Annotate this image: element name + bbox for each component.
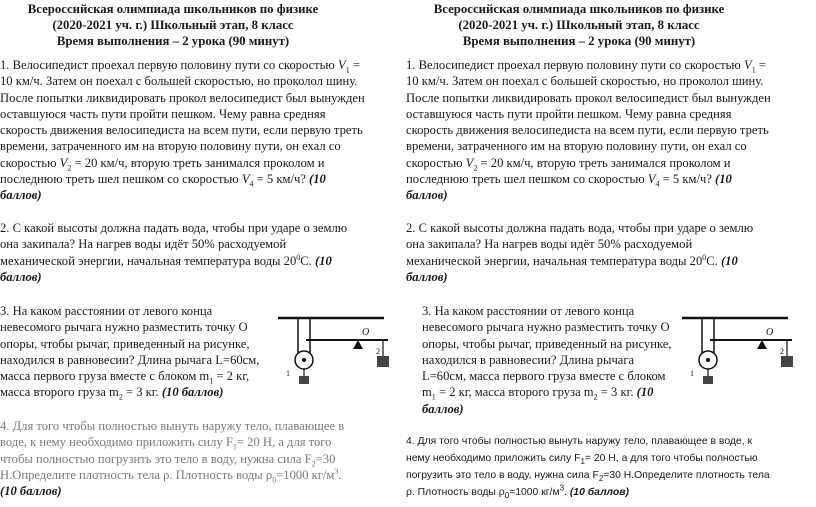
- weight-1-label: 1: [690, 369, 694, 378]
- pulley-axle: [706, 358, 710, 362]
- header-title: Всероссийская олимпиада школьников по физике: [433, 2, 725, 16]
- score-label: (10 баллов): [0, 484, 62, 499]
- score-label: (10 баллов): [0, 253, 332, 284]
- header-duration: Время выполнения – 2 урока (90 минут): [462, 34, 696, 48]
- question-4: 4. Для того чтобы полностью вынуть наружу тело, плавающее в воде, к нему необходимо приложить силу $F_1= 20$ Н, а для того чтобы полностью погрузить это тело в воду, нужна сила $F_2=30$ Н.Определите плотность тела ρ. Плотность воды $\rho_0=1000$ $кг/м^3$. (10 баллов): [0, 419, 345, 499]
- score-label: (10 баллов): [161, 385, 224, 400]
- page-header: [406, 1, 752, 49]
- weight-1: [703, 376, 713, 384]
- question-2: 2. С какой высоты должна падать вода, чтобы при ударе о землю она закипала? На нагрев воды идёт 50% расходуемой механической энергии, начальная температура воды $20^0С$. (10 баллов): [406, 221, 754, 284]
- left-column: [0, 0, 400, 507]
- header-title: Всероссийская олимпиада школьников по физике: [27, 2, 319, 16]
- weight-2-label: 2: [376, 347, 380, 356]
- score-label: (10 баллов): [406, 253, 738, 284]
- question-3: 3. На каком расстоянии от левого конца невесомого рычага нужно разместить точку О опоры, чтобы рычаг, приведенный на рисунке, находился в равновесии? Длина рычага L=60см, масса первого груза вместе с блоком $m_1 = 2$ кг, масса второго груза $m_2 = 3$ кг. (10 баллов): [422, 304, 672, 416]
- score-label: (10 баллов): [406, 172, 732, 203]
- header-year-stage: (2020-2021 уч. г.) Школьный этап, 8 класс: [52, 18, 294, 32]
- score-label: (10 баллов): [569, 487, 629, 498]
- question-3: 3. На каком расстоянии от левого конца невесомого рычага нужно разместить точку О опоры, чтобы рычаг, приведенный на рисунке, находился в равновесии? Длина рычага L=60см, масса первого груза вместе с блоком $m_1 = 2$ кг, масса второго груза $m_2 = 3$ кг. (10 баллов): [0, 304, 260, 402]
- right-column: [406, 0, 810, 507]
- pulley-axle: [302, 358, 306, 362]
- question-4: 4. Для того чтобы полностью вынуть наружу тело, плавающее в воде, к нему необходимо приложить силу $F_1= 20$ Н, а для того чтобы полностью погрузить это тело в воду, нужна сила $F_2=30$ Н.Определите плотность тела ρ. Плотность воды $\rho_0=1000$ $кг/м^3$. (10 баллов): [406, 436, 770, 501]
- weight-2-label: 2: [780, 347, 784, 356]
- header-year-stage: (2020-2021 уч. г.) Школьный этап, 8 класс: [458, 18, 700, 32]
- lever-diagram: [276, 310, 396, 388]
- lever-diagram: [680, 310, 800, 388]
- score-label: (10 баллов): [0, 172, 326, 203]
- weight-2: [781, 356, 793, 367]
- weight-1-label: 1: [286, 369, 290, 378]
- question-1: 1. Велосипедист проехал первую половину пути со скоростью $V_1 = 10$ км/ч. Затем он поехал с большей скоростью, но проколол шину. После попытки ликвидировать прокол велосипедист был вынужден оставшуюся часть пути пройти пешком. Чему равна средняя скорость движения велосипедиста на всем пути, если первую треть времени, затраченного им на вторую половину пути, он ехал со скоростью $V_2 = 20$ км/ч, вторую треть занимался проколом и последнюю треть шел пешком со скоростью $V_4 = 5$ км/ч? (10 баллов): [0, 58, 365, 203]
- header-duration: Время выполнения – 2 урока (90 минут): [56, 34, 290, 48]
- weight-2: [377, 356, 389, 367]
- score-label: (10 баллов): [422, 385, 654, 416]
- question-1: 1. Велосипедист проехал первую половину пути со скоростью $V_1 = 10$ км/ч. Затем он поехал с большей скоростью, но проколол шину. После попытки ликвидировать прокол велосипедист был вынужден оставшуюся часть пути пройти пешком. Чему равна средняя скорость движения велосипедиста на всем пути, если первую треть времени, затраченного им на вторую половину пути, он ехал со скоростью $V_2 = 20$ км/ч, вторую треть занимался проколом и последнюю треть шел пешком со скоростью $V_4 = 5$ км/ч? (10 баллов): [406, 58, 771, 203]
- weight-1: [299, 376, 309, 384]
- pivot-triangle: [353, 340, 363, 349]
- question-2: 2. С какой высоты должна падать вода, чтобы при ударе о землю она закипала? На нагрев воды идёт 50% расходуемой механической энергии, начальная температура воды $20^0С$. (10 баллов): [0, 221, 348, 284]
- pivot-label: О: [766, 327, 774, 338]
- pivot-triangle: [757, 340, 767, 349]
- page-header: [0, 1, 346, 49]
- pivot-label: О: [362, 327, 370, 338]
